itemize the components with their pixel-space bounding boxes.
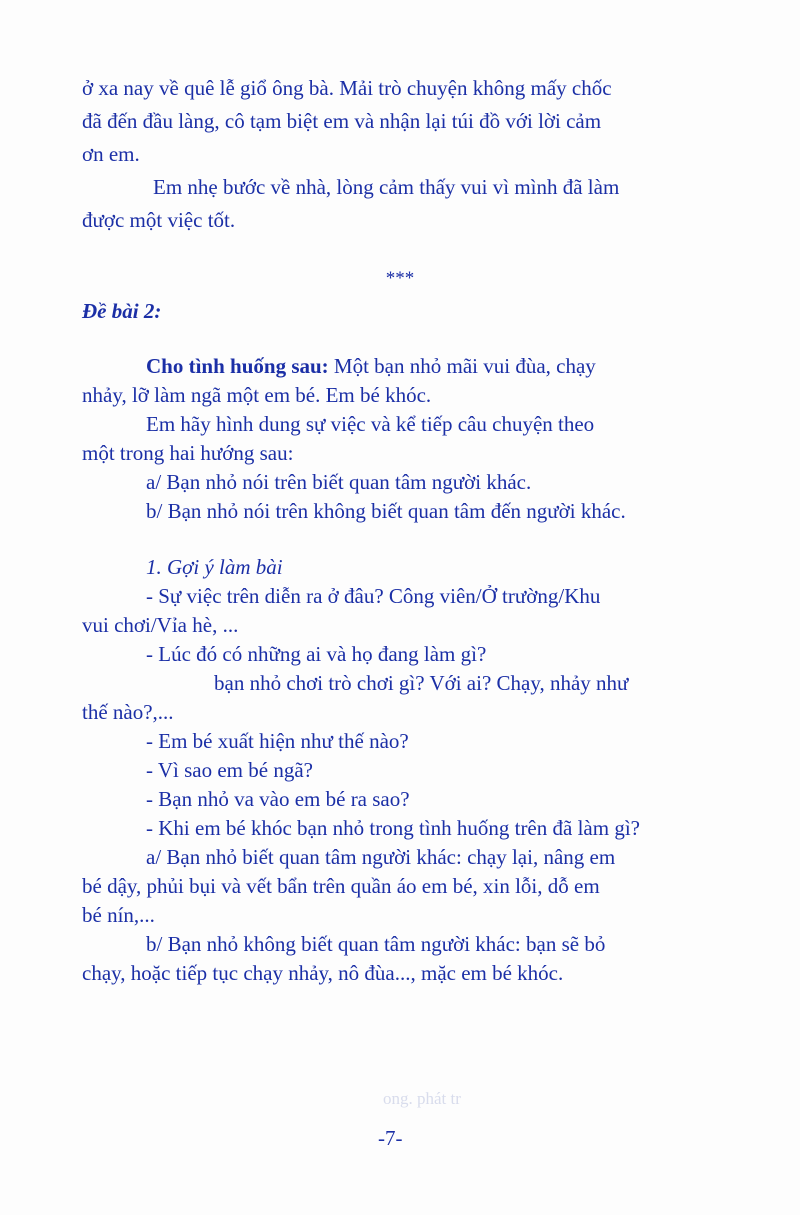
hint-line: a/ Bạn nhỏ biết quan tâm người khác: chạy lại, nâng em — [146, 845, 616, 869]
text-line: Em hãy hình dung sự việc và kể tiếp câu chuyện theo — [146, 412, 595, 436]
hint-line: thế nào?,... — [82, 700, 174, 724]
text-line: Em nhẹ bước về nhà, lòng cảm thấy vui vì mình đã làm — [153, 175, 620, 199]
hint-line: - Sự việc trên diễn ra ở đâu? Công viên/Ở trường/Khu — [146, 584, 601, 608]
exercise-heading: Đề bài 2: — [82, 299, 162, 323]
text-line: ở xa nay về quê lễ giổ ông bà. Mải trò chuyện không mấy chốc — [82, 76, 612, 100]
text-line: b/ Bạn nhỏ nói trên không biết quan tâm đến người khác. — [146, 499, 626, 523]
hint-line: - Bạn nhỏ va vào em bé ra sao? — [146, 787, 410, 811]
text-line: a/ Bạn nhỏ nói trên biết quan tâm người khác. — [146, 470, 532, 494]
situation-line — [146, 352, 596, 381]
hint-line: - Khi em bé khóc bạn nhỏ trong tình huống trên đã làm gì? — [146, 816, 640, 840]
section-separator: *** — [385, 268, 415, 289]
hint-line: chạy, hoặc tiếp tục chạy nhảy, nô đùa..., mặc em bé khóc. — [82, 961, 564, 985]
hint-line: bạn nhỏ chơi trò chơi gì? Với ai? Chạy, nhảy như — [214, 671, 629, 695]
hint-line: bé nín,... — [82, 903, 155, 927]
hint-line: b/ Bạn nhỏ không biết quan tâm người khác: bạn sẽ bỏ — [146, 932, 606, 956]
hints-title: 1. Gợi ý làm bài — [146, 555, 283, 579]
page-number: -7- — [378, 1126, 403, 1150]
situation-text: Một bạn nhỏ mãi vui đùa, chạy — [328, 354, 596, 378]
text-line: nhảy, lỡ làm ngã một em bé. Em bé khóc. — [82, 383, 432, 407]
hint-line: - Em bé xuất hiện như thế nào? — [146, 729, 409, 753]
text-line: ơn em. — [82, 142, 140, 166]
text-line: được một việc tốt. — [82, 208, 236, 232]
text-line: một trong hai hướng sau: — [82, 441, 294, 465]
text-line: đã đến đầu làng, cô tạm biệt em và nhận lại túi đồ với lời cảm — [82, 109, 602, 133]
hint-line: - Lúc đó có những ai và họ đang làm gì? — [146, 642, 487, 666]
hint-line: vui chơi/Vỉa hè, ... — [82, 613, 239, 637]
hint-line: - Vì sao em bé ngã? — [146, 758, 313, 782]
hint-line: bé dậy, phủi bụi và vết bẩn trên quần áo em bé, xin lỗi, dỗ em — [82, 874, 600, 898]
situation-label: Cho tình huống sau: — [146, 354, 329, 378]
bleed-through-text: ong. phát tr — [383, 1089, 461, 1108]
